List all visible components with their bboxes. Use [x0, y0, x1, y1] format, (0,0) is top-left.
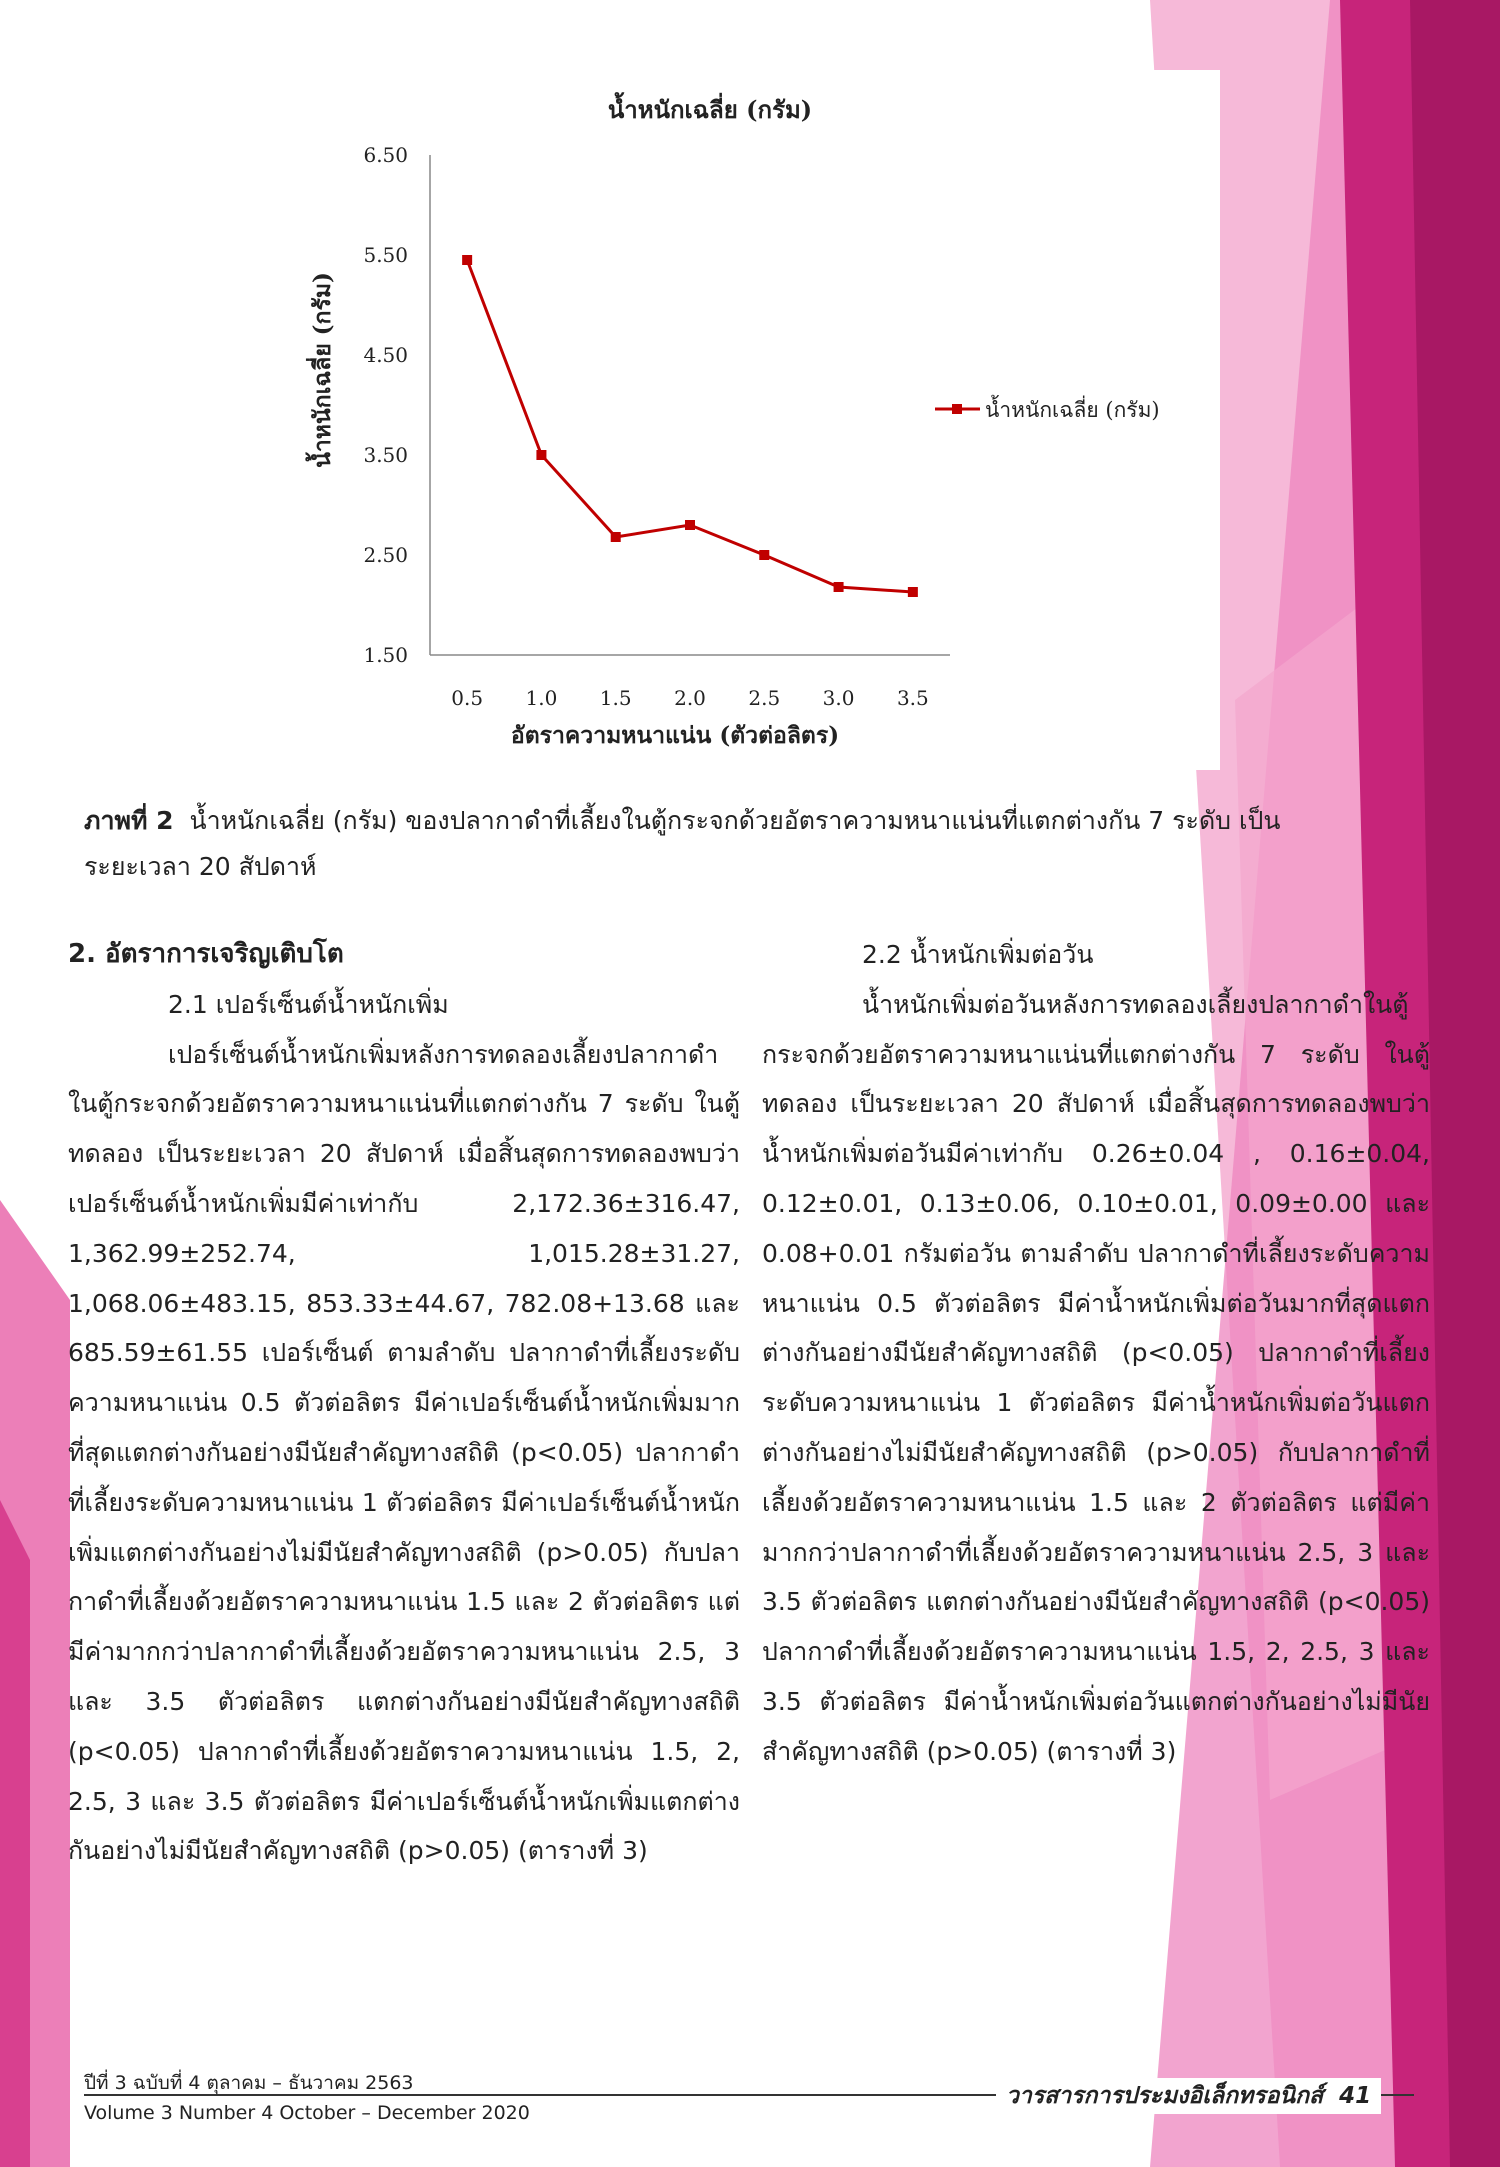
y-tick-label: 4.50: [363, 343, 408, 367]
data-point: [834, 582, 844, 592]
y-tick-label: 2.50: [363, 543, 408, 567]
legend-marker: [952, 404, 962, 414]
left-column: [68, 930, 740, 1876]
footer-issue-thai: ปีที่ 3 ฉบับที่ 4 ตุลาคม – ธันวาคม 2563: [84, 2072, 414, 2094]
section-heading: 2. อัตราการเจริญเติบโต: [68, 939, 344, 969]
x-tick-label: 1.5: [599, 686, 632, 710]
right-column: [762, 930, 1430, 1777]
paragraph-daily-weight-gain: น้ำหนักเพิ่มต่อวันหลังการทดลองเลี้ยงปลากาดำในตู้กระจกด้วยอัตราความหนาแน่นที่แตกต่างกัน 7 ระดับ ในตู้ทดลอง เป็นระยะเวลา 20 สัปดาห์ เมื่อสิ้นสุดการทดลองพบว่า น้ำหนักเพิ่มต่อวันมีค่าเท่ากับ 0.26±0.04 , 0.16±0.04, 0.12±0.01, 0.13±0.06, 0.10±0.01, 0.09±0.00 และ 0.08+0.01 กรัมต่อวัน ตามลำดับ ปลากาดำที่เลี้ยงระดับความหนาแน่น 0.5 ตัวต่อลิตร มีค่าน้ำหนักเพิ่มต่อวันมากที่สุดแตกต่างกันอย่างมีนัยสำคัญทางสถิติ (p<0.05) ปลากาดำที่เลี้ยงระดับความหนาแน่น 1 ตัวต่อลิตร มีค่าน้ำหนักเพิ่มต่อวันแตกต่างกันอย่างไม่มีนัยสำคัญทางสถิติ (p>0.05) กับปลากาดำที่เลี้ยงด้วยอัตราความหนาแน่น 1.5 และ 2 ตัวต่อลิตร แต่มีค่ามากกว่าปลากาดำที่เลี้ยงด้วยอัตราความหนาแน่น 2.5, 3 และ 3.5 ตัวต่อลิตร แตกต่างกันอย่างมีนัยสำคัญทางสถิติ (p<0.05) ปลากาดำที่เลี้ยงด้วยอัตราความหนาแน่น 1.5, 2, 2.5, 3 และ 3.5 ตัวต่อลิตร มีค่าน้ำหนักเพิ่มต่อวันแตกต่างกันอย่างไม่มีนัยสำคัญทางสถิติ (p>0.05) (ตารางที่ 3): [762, 989, 1430, 1766]
chart-title: น้ำหนักเฉลี่ย (กรัม): [607, 95, 813, 124]
data-point: [685, 520, 695, 530]
page-number: 41: [1339, 2083, 1372, 2109]
x-tick-label: 3.5: [896, 686, 929, 710]
line-chart: [280, 70, 1220, 770]
y-tick-label: 5.50: [363, 243, 408, 267]
y-tick-label: 1.50: [363, 643, 408, 667]
caption-line1: น้ำหนักเฉลี่ย (กรัม) ของปลากาดำที่เลี้ยงในตู้กระจกด้วยอัตราความหนาแน่นที่แตกต่างกัน 7 ระดับ เป็น: [189, 806, 1281, 835]
footer-journal: [996, 2078, 1381, 2114]
x-tick-label: 1.0: [525, 686, 558, 710]
figure-chart: [280, 70, 1220, 770]
caption-line2: ระยะเวลา 20 สัปดาห์: [84, 852, 317, 881]
x-tick-label: 2.5: [748, 686, 781, 710]
footer-issue: [84, 2068, 530, 2128]
x-tick-label: 3.0: [822, 686, 855, 710]
y-tick-label: 6.50: [363, 143, 408, 167]
x-tick-label: 2.0: [674, 686, 706, 710]
figure-caption: [84, 798, 1314, 890]
y-axis-label: น้ำหนักเฉลี่ย (กรัม): [309, 272, 336, 468]
data-point: [908, 587, 918, 597]
subsection-heading-2-2: 2.2 น้ำหนักเพิ่มต่อวัน: [862, 940, 1094, 969]
data-point: [536, 450, 546, 460]
footer-issue-english: Volume 3 Number 4 October – December 2020: [84, 2102, 530, 2124]
journal-name: วารสารการประมงอิเล็กทรอนิกส์: [1006, 2083, 1324, 2109]
subsection-heading-2-1: 2.1 เปอร์เซ็นต์น้ำหนักเพิ่ม: [168, 989, 449, 1019]
legend-label: น้ำหนักเฉลี่ย (กรัม): [985, 398, 1160, 422]
x-tick-label: 0.5: [451, 686, 484, 710]
y-tick-label: 3.50: [363, 443, 408, 467]
data-point: [611, 532, 621, 542]
x-axis-label: อัตราความหนาแน่น (ตัวต่อลิตร): [510, 722, 840, 749]
data-point: [759, 550, 769, 560]
paragraph-weight-gain-percent: เปอร์เซ็นต์น้ำหนักเพิ่มหลังการทดลองเลี้ยงปลากาดำในตู้กระจกด้วยอัตราความหนาแน่นที่แตกต่างกัน 7 ระดับ ในตู้ทดลอง เป็นระยะเวลา 20 สัปดาห์ เมื่อสิ้นสุดการทดลองพบว่า เปอร์เซ็นต์น้ำหนักเพิ่มมีค่าเท่ากับ 2,172.36±316.47, 1,362.99±252.74, 1,015.28±31.27, 1,068.06±483.15, 853.33±44.67, 782.08+13.68 และ 685.59±61.55 เปอร์เซ็นต์ ตามลำดับ ปลากาดำที่เลี้ยงระดับความหนาแน่น 0.5 ตัวต่อลิตร มีค่าเปอร์เซ็นต์น้ำหนักเพิ่มมากที่สุดแตกต่างกันอย่างมีนัยสำคัญทางสถิติ (p<0.05) ปลากาดำที่เลี้ยงระดับความหนาแน่น 1 ตัวต่อลิตร มีค่าเปอร์เซ็นต์น้ำหนักเพิ่มแตกต่างกันอย่างไม่มีนัยสำคัญทางสถิติ (p>0.05) กับปลากาดำที่เลี้ยงด้วยอัตราความหนาแน่น 1.5 และ 2 ตัวต่อลิตร แต่มีค่ามากกว่าปลากาดำที่เลี้ยงด้วยอัตราความหนาแน่น 2.5, 3 และ 3.5 ตัวต่อลิตร แตกต่างกันอย่างมีนัยสำคัญทางสถิติ (p<0.05) ปลากาดำที่เลี้ยงด้วยอัตราความหนาแน่น 1.5, 2, 2.5, 3 และ 3.5 ตัวต่อลิตร มีค่าเปอร์เซ็นต์น้ำหนักเพิ่มแตกต่างกันอย่างไม่มีนัยสำคัญทางสถิติ (p>0.05) (ตารางที่ 3): [68, 1039, 740, 1866]
data-point: [462, 255, 472, 265]
caption-label: ภาพที่ 2: [84, 806, 174, 835]
